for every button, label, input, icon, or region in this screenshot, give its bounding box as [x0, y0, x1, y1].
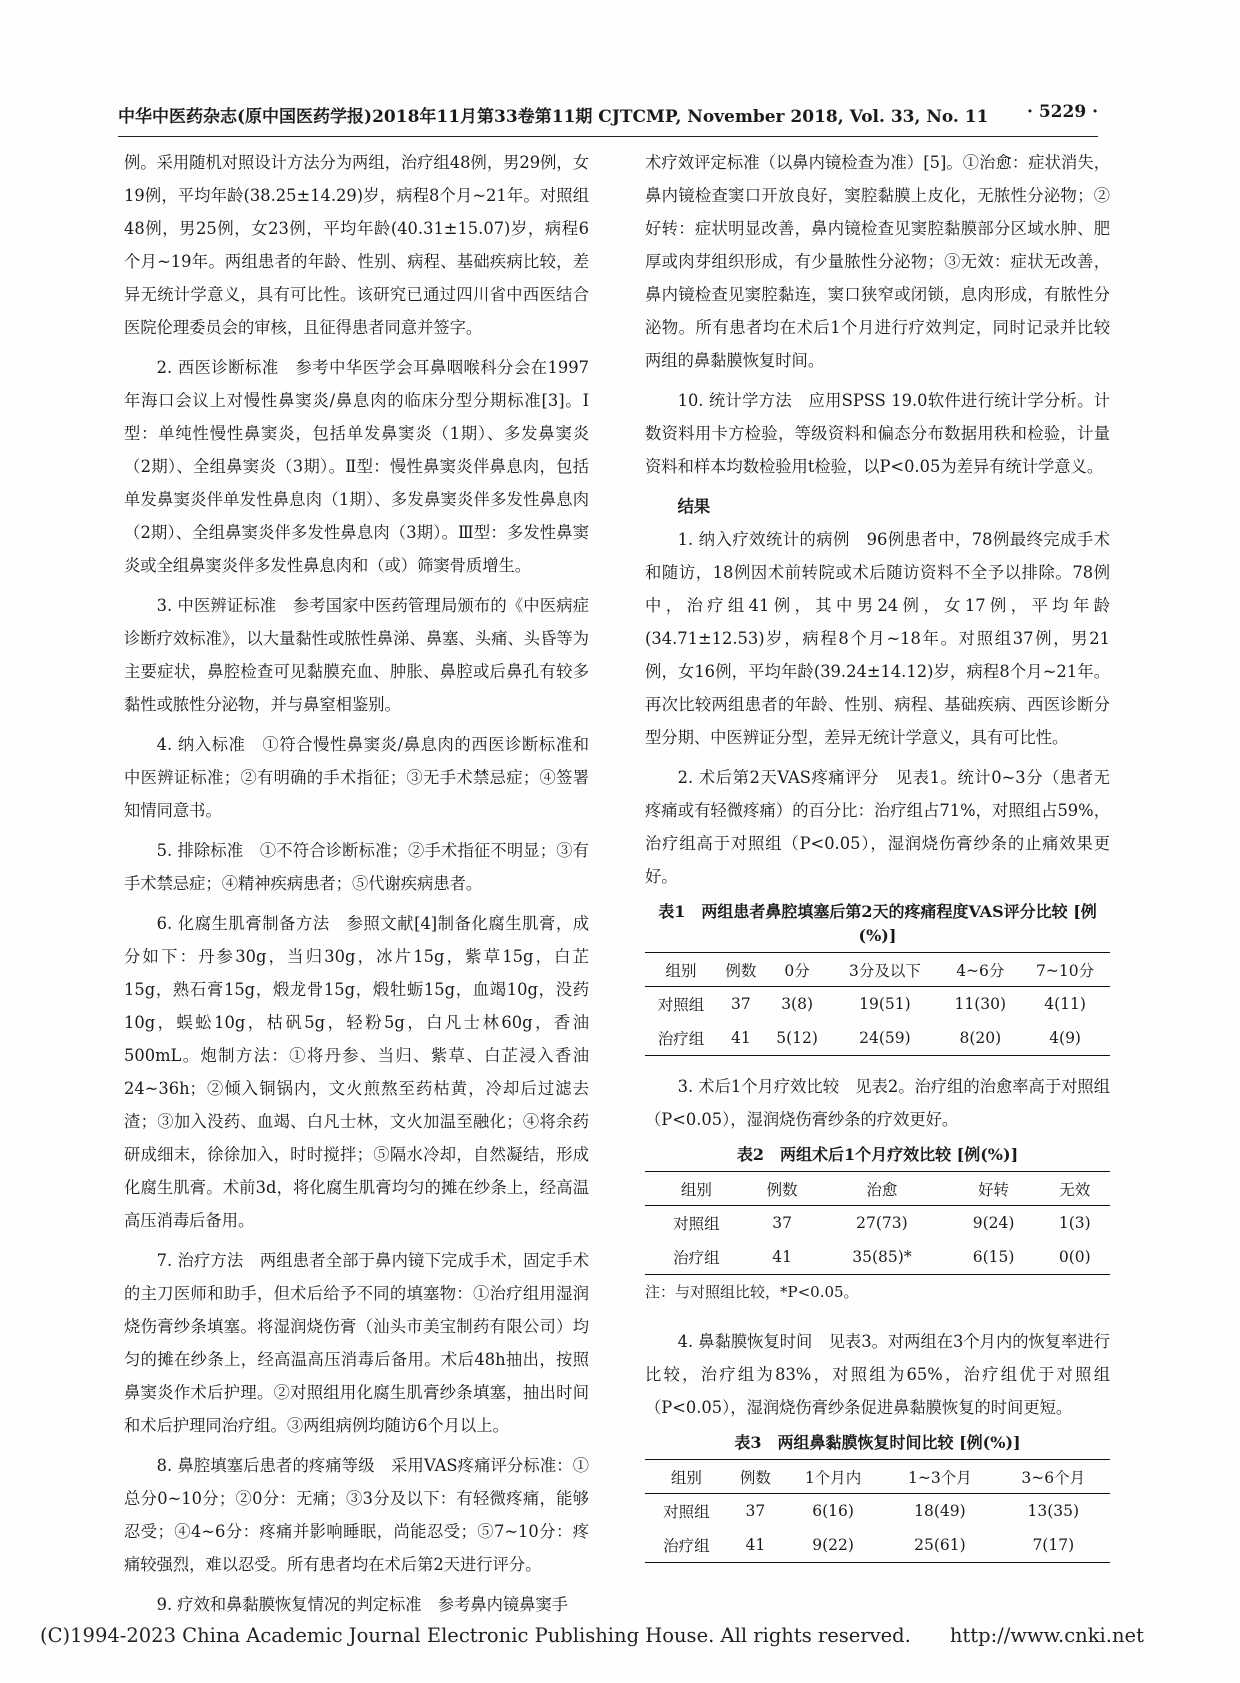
table-row	[645, 1021, 1110, 1056]
table-header: 无效	[1040, 1172, 1110, 1206]
copyright-footer: (C)1994-2023 China Academic Journal Electronic Publishing House. All rights reserved. http://www.cnki.net	[40, 1624, 1144, 1647]
table-cell: 5(12)	[776, 1029, 818, 1047]
section-heading: 结果	[677, 497, 711, 516]
page-number: · 5229 ·	[1027, 102, 1098, 122]
paragraph: 术疗效评定标准（以鼻内镜检查为准）[5]。①治愈：症状消失，鼻内镜检查窦口开放良好，窦腔黏膜上皮化，无脓性分泌物；②好转：症状明显改善，鼻内镜检查见窦腔黏膜部分区域水肿、肥厚或肉芽组织形成，有少量脓性分泌物；③无效：症状无改善，鼻内镜检查见窦腔黏连，窦口狭窄或闭锁，息肉形成，有脓性分泌物。所有患者均在术后1个月进行疗效判定，同时记录并比较两组的鼻黏膜恢复时间。	[645, 153, 1110, 370]
table-cell: 对照组	[663, 1503, 710, 1521]
table-header: 3分及以下	[829, 953, 940, 987]
running-header	[118, 102, 1098, 132]
table-cell: 4(11)	[1044, 995, 1086, 1013]
paragraph: 例。采用随机对照设计方法分为两组，治疗组48例，男29例，女19例，平均年龄(38.25±14.29)岁，病程8个月~21年。对照组48例，男25例，女23例，平均年龄(40.31±15.07)岁，病程6个月~19年。两组患者的年龄、性别、病程、基础疾病比较，差异无统计学意义，具有可比性。该研究已通过四川省中西医结合医院伦理委员会的审核，且征得患者同意并签字。	[124, 153, 589, 337]
table-header: 治愈	[816, 1172, 947, 1206]
table2-note: 注：与对照组比较，*P<0.05。	[645, 1283, 859, 1301]
table-header: 3~6个月	[997, 1460, 1110, 1494]
paragraph: 3. 术后1个月疗效比较 见表2。治疗组的治愈率高于对照组（P<0.05），湿润烧伤膏纱条的疗效更好。	[645, 1077, 1110, 1129]
table-header: 好转	[947, 1172, 1039, 1206]
table-header: 0分	[765, 953, 829, 987]
table1	[645, 952, 1110, 1056]
table-cell: 治疗组	[673, 1249, 720, 1267]
table3-caption: 表3 两组鼻黏膜恢复时间比较 [例(%)]	[734, 1433, 1021, 1452]
table-cell: 19(51)	[859, 995, 911, 1013]
table-header: 例数	[717, 953, 765, 987]
table-cell: 37	[731, 995, 751, 1013]
table-header: 7~10分	[1020, 953, 1110, 987]
table-cell: 13(35)	[1027, 1502, 1080, 1520]
paragraph: 9. 疗效和鼻黏膜恢复情况的判定标准 参考鼻内镜鼻窦手	[156, 1595, 569, 1614]
table-row	[645, 1528, 1110, 1563]
table-cell: 25(61)	[914, 1536, 966, 1554]
table-header: 例数	[748, 1172, 817, 1206]
table1-caption: 表1 两组患者鼻腔填塞后第2天的疼痛程度VAS评分比较 [例(%)]	[658, 902, 1097, 945]
table-cell: 对照组	[673, 1215, 720, 1233]
table-cell: 1(3)	[1058, 1214, 1091, 1232]
table-cell: 4(9)	[1049, 1029, 1081, 1047]
paragraph: 1. 纳入疗效统计的病例 96例患者中，78例最终完成手术和随访，18例因术前转院或术后随访资料不全予以排除。78例中，治疗组41例，其中男24例，女17例，平均年龄(34.71±12.53)岁，病程8个月~18年。对照组37例，男21例，女16例，平均年龄(39.24±14.12)岁，病程8个月~21年。再次比较两组患者的年龄、性别、病程、基础疾病、西医诊断分型分期、中医辨证分型，差异无统计学意义，具有可比性。	[645, 530, 1110, 747]
table-cell: 41	[745, 1536, 766, 1554]
table2	[645, 1171, 1110, 1275]
table-cell: 9(24)	[972, 1214, 1015, 1232]
paragraph: 2. 西医诊断标准 参考中华医学会耳鼻咽喉科分会在1997年海口会议上对慢性鼻窦炎/鼻息肉的临床分型分期标准[3]。Ⅰ型：单纯性慢性鼻窦炎，包括单发鼻窦炎（1期）、多发鼻窦炎（2期）、全组鼻窦炎（3期）。Ⅱ型：慢性鼻窦炎伴鼻息肉，包括单发鼻窦炎伴单发性鼻息肉（1期）、多发鼻窦炎伴多发性鼻息肉（2期）、全组鼻窦炎伴多发性鼻息肉（3期）。Ⅲ型：多发性鼻窦炎或全组鼻窦炎伴多发性鼻息肉和（或）筛窦骨质增生。	[124, 358, 589, 575]
table-cell: 治疗组	[657, 1030, 705, 1048]
table-cell: 24(59)	[859, 1029, 911, 1047]
table-cell: 治疗组	[663, 1537, 710, 1555]
table3	[645, 1459, 1110, 1563]
paragraph: 7. 治疗方法 两组患者全部于鼻内镜下完成手术，固定手术的主刀医师和助手，但术后给予不同的填塞物：①治疗组用湿润烧伤膏纱条填塞。将湿润烧伤膏（汕头市美宝制药有限公司）均匀的摊在纱条上，经高温高压消毒后备用。术后48h抽出，按照鼻窦炎作术后护理。②对照组用化腐生肌膏纱条填塞，抽出时间和术后护理同治疗组。③两组病例均随访6个月以上。	[124, 1251, 589, 1435]
table-cell: 6(16)	[812, 1502, 854, 1520]
paragraph: 4. 鼻黏膜恢复时间 见表3。对两组在3个月内的恢复率进行比较，治疗组为83%，对照组为65%，治疗组优于对照组（P<0.05），湿润烧伤膏纱条促进鼻黏膜恢复的时间更短。	[645, 1332, 1110, 1417]
table-row	[645, 987, 1110, 1022]
table-cell: 41	[772, 1248, 792, 1266]
table-row	[645, 1240, 1110, 1275]
paragraph: 6. 化腐生肌膏制备方法 参照文献[4]制备化腐生肌膏，成分如下：丹参30g，当归30g，冰片15g，紫草15g，白芷15g，熟石膏15g，煅龙骨15g，煅牡蛎15g，血竭10g，没药10g，蜈蚣10g，枯矾5g，轻粉5g，白凡士林60g，香油500mL。炮制方法：①将丹参、当归、紫草、白芷浸入香油24~36h；②倾入铜锅内，文火煎熬至药枯黄，冷却后过滤去渣；③加入没药、血竭、白凡士林，文火加温至融化；④将余药研成细末，徐徐加入，时时搅拌；⑤隔水冷却，自然凝结，形成化腐生肌膏。术前3d，将化腐生肌膏均匀的摊在纱条上，经高温高压消毒后备用。	[124, 914, 589, 1230]
table-cell: 0(0)	[1058, 1248, 1091, 1266]
paragraph: 3. 中医辨证标准 参考国家中医药管理局颁布的《中医病症诊断疗效标准》，以大量黏性或脓性鼻涕、鼻塞、头痛、头昏等为主要症状，鼻腔检查可见黏膜充血、肿胀、鼻腔或后鼻孔有较多黏性或脓性分泌物，并与鼻窒相鉴别。	[124, 596, 589, 714]
paragraph: 10. 统计学方法 应用SPSS 19.0软件进行统计学分析。计数资料用卡方检验，等级资料和偏态分布数据用秩和检验，计量资料和样本均数检验用t检验，以P<0.05为差异有统计学意义。	[645, 391, 1110, 476]
table-header: 1个月内	[783, 1460, 883, 1494]
paragraph: 4. 纳入标准 ①符合慢性鼻窦炎/鼻息肉的西医诊断标准和中医辨证标准；②有明确的手术指征；③无手术禁忌症；④签署知情同意书。	[124, 735, 589, 820]
table-cell: 6(15)	[972, 1248, 1015, 1266]
left-column	[124, 146, 589, 1628]
table-header: 组别	[645, 953, 717, 987]
table-header: 例数	[728, 1460, 783, 1494]
journal-citation: 中华中医药杂志(原中国医药学报)2018年11月第33卷第11期 CJTCMP, November 2018, Vol. 33, No. 11	[118, 107, 989, 127]
table-cell: 8(20)	[959, 1029, 1002, 1047]
table-cell: 37	[772, 1214, 792, 1232]
table-cell: 41	[731, 1029, 751, 1047]
paragraph: 2. 术后第2天VAS疼痛评分 见表1。统计0~3分（患者无疼痛或有轻微疼痛）的百分比：治疗组占71%，对照组占59%，治疗组高于对照组（P<0.05），湿润烧伤膏纱条的止痛效果更好。	[645, 768, 1110, 886]
right-column	[645, 146, 1110, 1563]
header-rule	[118, 136, 1098, 137]
table-cell: 9(22)	[812, 1536, 854, 1554]
table-cell: 7(17)	[1032, 1536, 1075, 1554]
table-cell: 18(49)	[914, 1502, 966, 1520]
table-cell: 11(30)	[954, 995, 1007, 1013]
table-header: 组别	[645, 1460, 728, 1494]
table-header: 4~6分	[940, 953, 1020, 987]
table-header: 1~3个月	[883, 1460, 996, 1494]
table-cell: 35(85)*	[852, 1248, 912, 1266]
table-row	[645, 1494, 1110, 1529]
table2-caption: 表2 两组术后1个月疗效比较 [例(%)]	[736, 1145, 1019, 1164]
table-header: 组别	[645, 1172, 748, 1206]
paragraph: 8. 鼻腔填塞后患者的疼痛等级 采用VAS疼痛评分标准：①总分0~10分；②0分：无痛；③3分及以下：有轻微疼痛，能够忍受；④4~6分：疼痛并影响睡眠，尚能忍受；⑤7~10分：疼痛较强烈，难以忍受。所有患者均在术后第2天进行评分。	[124, 1456, 589, 1574]
table-cell: 27(73)	[856, 1214, 908, 1232]
table-cell: 对照组	[657, 996, 705, 1014]
table-cell: 37	[745, 1502, 766, 1520]
table-row	[645, 1206, 1110, 1241]
paragraph: 5. 排除标准 ①不符合诊断标准；②手术指征不明显；③有手术禁忌症；④精神疾病患者；⑤代谢疾病患者。	[124, 841, 589, 893]
table-cell: 3(8)	[781, 995, 814, 1013]
